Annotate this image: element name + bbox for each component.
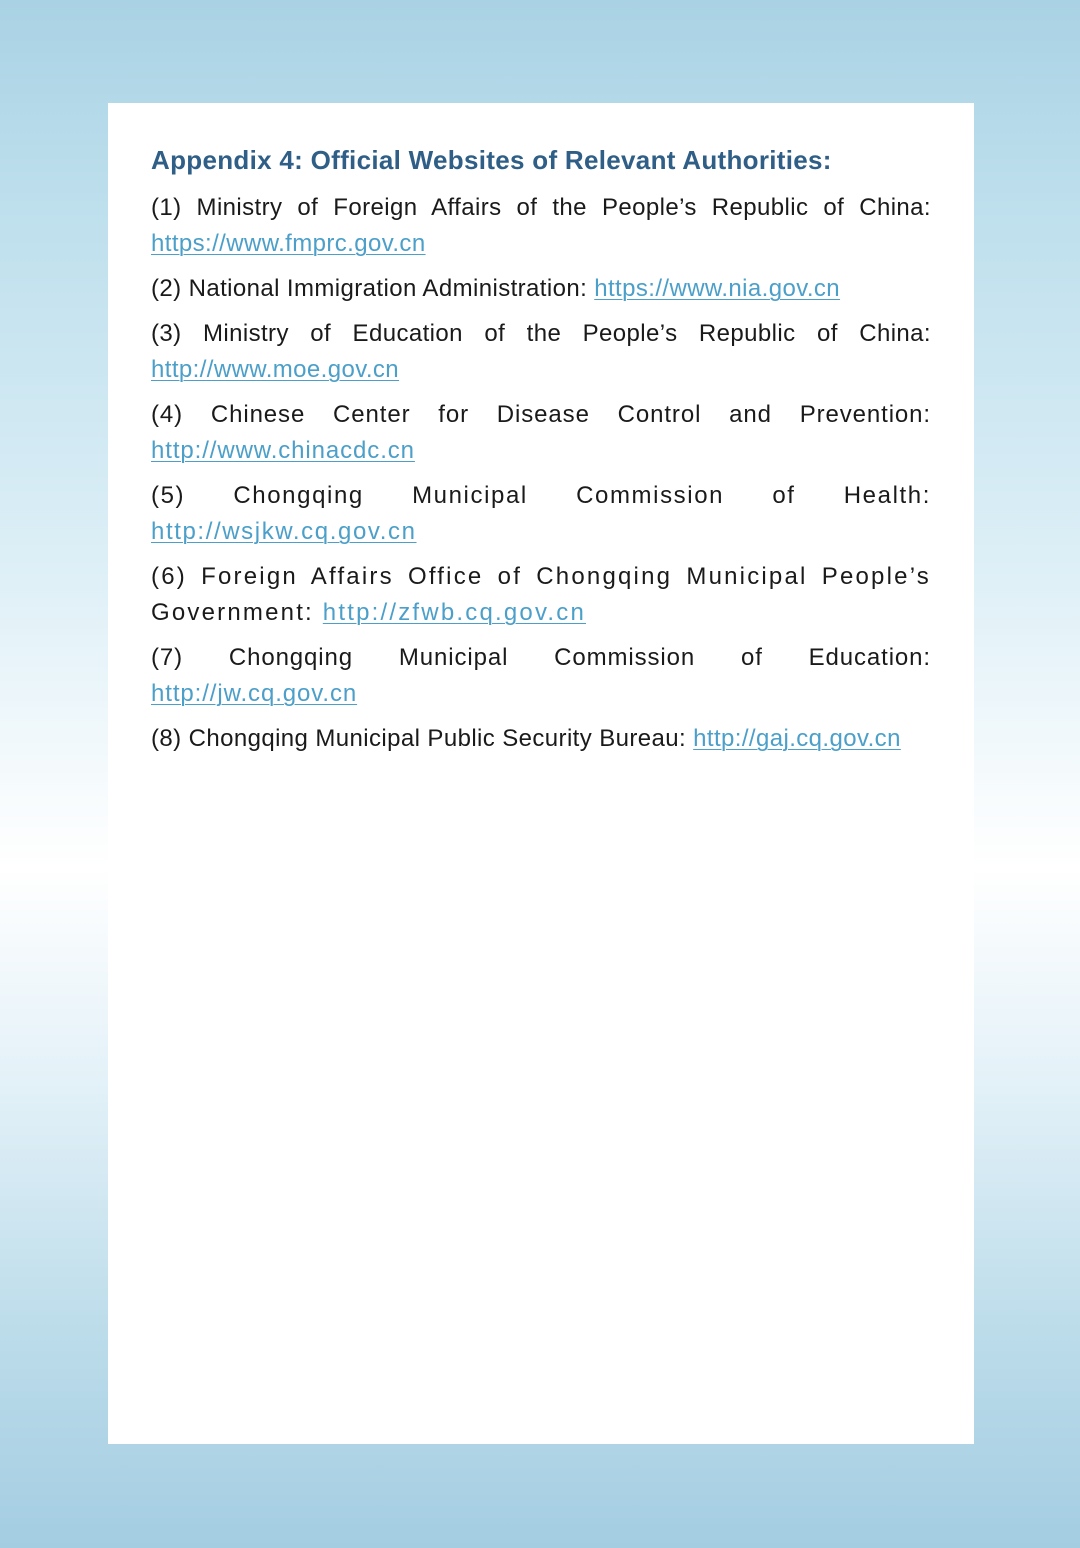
list-item-6 (151, 559, 931, 631)
list-item-5 (151, 478, 931, 550)
item-2-label: (2) National Immigration Administration: (151, 275, 595, 302)
item-3-label: (3) Ministry of Education of the People’s Republic of China: (151, 320, 931, 347)
item-7-label: (7) Chongqing Municipal Commission of Education: (151, 644, 931, 671)
item-1-link[interactable]: https://www.fmprc.gov.cn (151, 230, 426, 257)
list-item-8 (151, 721, 931, 757)
item-2-link[interactable]: https://www.nia.gov.cn (594, 275, 841, 302)
item-8-link[interactable]: http://gaj.cq.gov.cn (693, 725, 901, 752)
item-4-label: (4) Chinese Center for Disease Control and Prevention: (151, 401, 931, 428)
item-7-link[interactable]: http://jw.cq.gov.cn (151, 680, 358, 707)
list-item-1 (151, 190, 931, 262)
appendix-content (151, 141, 931, 766)
list-item-7 (151, 640, 931, 712)
item-6-label: (6) Foreign Affairs Office of Chongqing Municipal People’s Government: (151, 563, 931, 626)
item-5-label: (5) Chongqing Municipal Commission of Health: (151, 482, 931, 509)
item-6-link[interactable]: http://zfwb.cq.gov.cn (322, 599, 586, 626)
list-item-4 (151, 397, 931, 469)
item-3-link[interactable]: http://www.moe.gov.cn (151, 356, 400, 383)
appendix-heading: Appendix 4: Official Websites of Relevant Authorities: (151, 145, 832, 175)
list-item-2 (151, 271, 931, 307)
item-1-label: (1) Ministry of Foreign Affairs of the People’s Republic of China: (151, 194, 931, 221)
item-5-link[interactable]: http://wsjkw.cq.gov.cn (151, 518, 417, 545)
document-page (108, 103, 974, 1444)
item-4-link[interactable]: http://www.chinacdc.cn (151, 437, 415, 464)
list-item-3 (151, 316, 931, 388)
item-8-label: (8) Chongqing Municipal Public Security Bureau: (151, 725, 694, 752)
